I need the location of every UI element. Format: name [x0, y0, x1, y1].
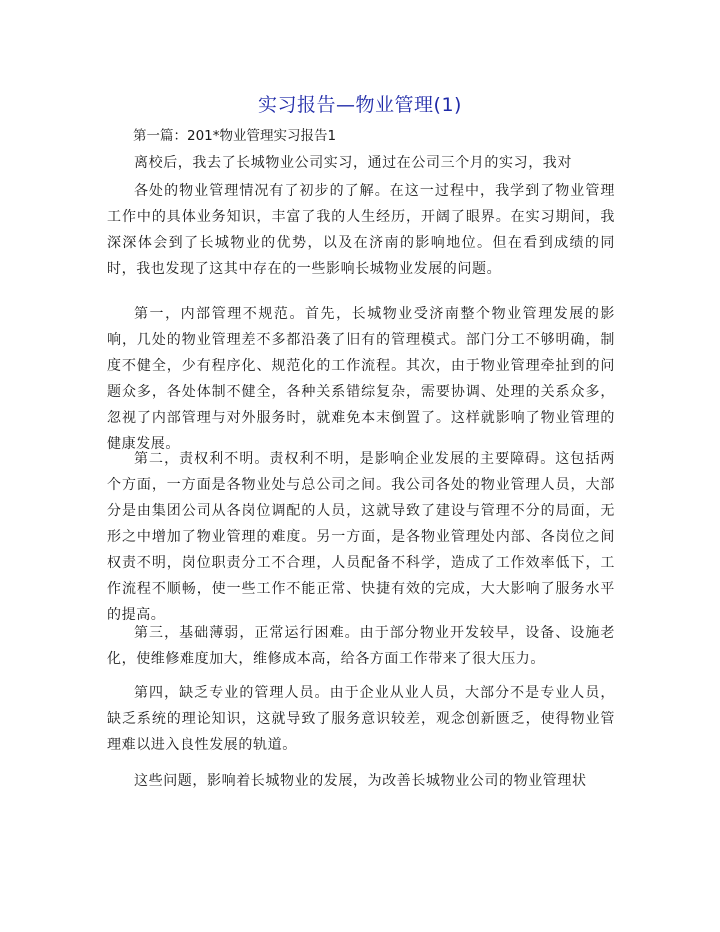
paragraph-1: 离校后，我去了长城物业公司实习，通过在公司三个月的实习，我对	[134, 155, 572, 171]
paragraph-4: 第二，责权利不明。责权利不明，是影响企业发展的主要障碍。这包括两个方面，一方面是各物业处与总公司之间。我公司各处的物业管理人员，大部分是由集团公司从各岗位调配的人员，这就导致了建设与管理不分的局面，无形之中增加了物业管理的难度。另一方面，是各物业管理处内部、各岗位之间权责不明，岗位职责分工不合理，人员配备不科学，造成了工作效率低下，工作流程不顺畅，使一些工作不能正常、快捷有效的完成，大大影响了服务水平的提高。	[107, 451, 615, 623]
paragraph-3: 第一，内部管理不规范。首先，长城物业受济南整个物业管理发展的影响，几处的物业管理差不多都沿袭了旧有的管理模式。部门分工不够明确，制度不健全，少有程序化、规范化的工作流程。其次，由于物业管理牵扯到的问题众多，各处体制不健全，各种关系错综复杂，需要协调、处理的关系众多，忽视了内部管理与对外服务时，就难免本末倒置了。这样就影响了物业管理的健康发展。	[107, 306, 615, 452]
document-title: 实习报告—物业管理(1)	[258, 94, 462, 116]
paragraph-7: 这些问题，影响着长城物业的发展，为改善长城物业公司的物业管理状	[134, 773, 587, 789]
paragraph-6: 第四，缺乏专业的管理人员。由于企业从业人员，大部分不是专业人员，缺乏系统的理论知识，这就导致了服务意识较差，观念创新匮乏，使得物业管理难以进入良性发展的轨道。	[107, 685, 615, 753]
document-subtitle: 第一篇：201*物业管理实习报告1	[133, 128, 337, 144]
paragraph-5: 第三，基础薄弱，正常运行困难。由于部分物业开发较早，设备、设施老化，使维修难度加大，维修成本高，给各方面工作带来了很大压力。	[107, 625, 615, 667]
paragraph-2: 各处的物业管理情况有了初步的了解。在这一过程中，我学到了物业管理工作中的具体业务知识，丰富了我的人生经历，开阔了眼界。在实习期间，我深深体会到了长城物业的优势，以及在济南的影响地位。但在看到成绩的同时，我也发现了这其中存在的一些影响长城物业发展的问题。	[107, 183, 615, 277]
